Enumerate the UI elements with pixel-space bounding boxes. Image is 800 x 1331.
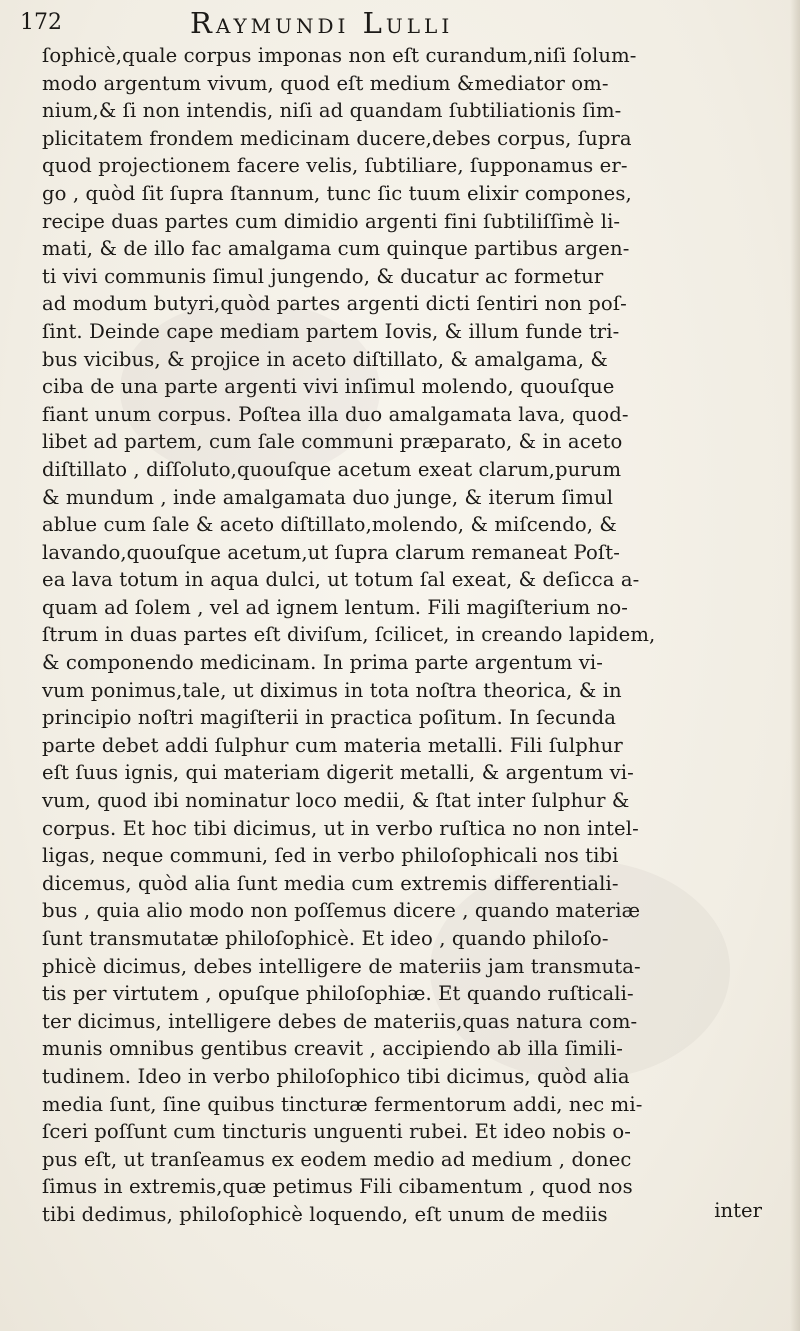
text-line: ter dicimus, intelligere debes de materiis,quas natura com-	[42, 1009, 638, 1033]
text-line: ti vivi communis ſimul jungendo, & ducatur ac formetur	[42, 264, 604, 288]
running-title: Raymundi Lulli	[190, 6, 454, 40]
text-line: pus eſt, ut tranſeamus ex eodem medio ad medium , donec	[42, 1147, 632, 1171]
text-line: tis per virtutem , opuſque philoſophiæ. Et quando ruſticali-	[42, 982, 634, 1006]
text-line: vum, quod ibi nominatur loco medii, & ſtat inter ſulphur &	[42, 789, 630, 813]
text-line: ligas, neque communi, ſed in verbo philoſophicali nos tibi	[42, 844, 619, 868]
text-line: ſint. Deinde cape mediam partem Iovis, & illum funde tri-	[42, 319, 620, 343]
text-line: principio noſtri magiſterii in practica poſitum. In ſecunda	[42, 706, 617, 730]
text-line: bus vicibus, & projice in aceto diſtillato, & amalgama, &	[42, 347, 608, 371]
text-line: ſtrum in duas partes eſt diviſum, ſcilicet, in creando lapidem,	[42, 623, 656, 647]
text-line: mati, & de illo fac amalgama cum quinque partibus argen-	[42, 237, 630, 261]
text-line: ſunt transmutatæ philoſophicè. Et ideo , quando philoſo-	[42, 927, 609, 950]
page-header	[20, 6, 780, 42]
text-line: quod projectionem facere velis, ſubtiliare, ſupponamus er-	[42, 154, 628, 178]
text-line: corpus. Et hoc tibi dicimus, ut in verbo ruſtica no non intel-	[42, 816, 639, 840]
catchword: inter	[714, 1199, 762, 1222]
text-line: ad modum butyri,quòd partes argenti dicti ſentiri non poſ-	[42, 292, 627, 316]
text-line: tudinem. Ideo in verbo philoſophico tibi dicimus, quòd alia	[42, 1064, 630, 1088]
text-line: ſophicè,quale corpus imponas non eſt curandum,niſi ſolum-	[42, 44, 637, 67]
text-line: tibi dedimus, philoſophicè loquendo, eſt unum de mediis	[42, 1202, 608, 1226]
text-line: quam ad ſolem , vel ad ignem lentum. Fili magiſterium no-	[42, 595, 628, 619]
text-line: munis omnibus gentibus creavit , accipiendo ab illa ſimili-	[42, 1037, 623, 1061]
text-line: fiant unum corpus. Poſtea illa duo amalgamata lava, quod-	[42, 402, 629, 426]
text-line: phicè dicimus, debes intelligere de materiis jam transmuta-	[42, 954, 641, 978]
text-line: dicemus, quòd alia ſunt media cum extremis differentiali-	[42, 871, 619, 895]
text-line: lavando,quouſque acetum,ut ſupra clarum remaneat Poſt-	[42, 540, 620, 564]
body-text	[42, 42, 782, 1229]
text-line: ſimus in extremis,quæ petimus Fili cibamentum , quod nos	[42, 1175, 633, 1199]
text-line: bus , quia alio modo non poſſemus dicere , quando materiæ	[42, 899, 641, 923]
text-line: media ſunt, ſine quibus tincturæ fermentorum addi, nec mi-	[42, 1092, 643, 1116]
page-number: 172	[20, 10, 62, 35]
text-line: eſt ſuus ignis, qui materiam digerit metalli, & argentum vi-	[42, 761, 634, 785]
text-line: recipe duas partes cum dimidio argenti fini ſubtiliſſimè li-	[42, 209, 621, 233]
text-line: ciba de una parte argenti vivi inſimul molendo, quouſque	[42, 375, 615, 399]
text-line: ea lava totum in aqua dulci, ut totum ſal exeat, & deſicca a-	[42, 568, 640, 592]
text-line: vum ponimus,tale, ut diximus in tota noſtra theorica, & in	[42, 678, 622, 702]
text-line: & mundum , inde amalgamata duo junge, & iterum ſimul	[42, 485, 614, 509]
text-line: modo argentum vivum, quod eſt medium &mediator om-	[42, 71, 609, 95]
text-line: parte debet addi ſulphur cum materia metalli. Fili ſulphur	[42, 733, 623, 757]
text-line: go , quòd ſit ſupra ſtannum, tunc ſic tuum elixir compones,	[42, 181, 632, 205]
text-line: libet ad partem, cum ſale communi præparato, & in aceto	[42, 430, 623, 454]
text-line: plicitatem frondem medicinam ducere,debes corpus, ſupra	[42, 126, 632, 150]
text-line: diſtillato , diſſoluto,quouſque acetum exeat clarum,purum	[42, 457, 622, 481]
text-line: nium,& ſi non intendis, niſi ad quandam ſubtiliationis ſim-	[42, 99, 622, 123]
text-line: ſceri poſſunt cum tincturis unguenti rubei. Et ideo nobis o-	[42, 1120, 631, 1144]
text-line: & componendo medicinam. In prima parte argentum vi-	[42, 651, 604, 675]
text-line: ablue cum ſale & aceto diſtillato,molendo, & miſcendo, &	[42, 513, 617, 537]
page-edge-shadow	[790, 0, 800, 1331]
